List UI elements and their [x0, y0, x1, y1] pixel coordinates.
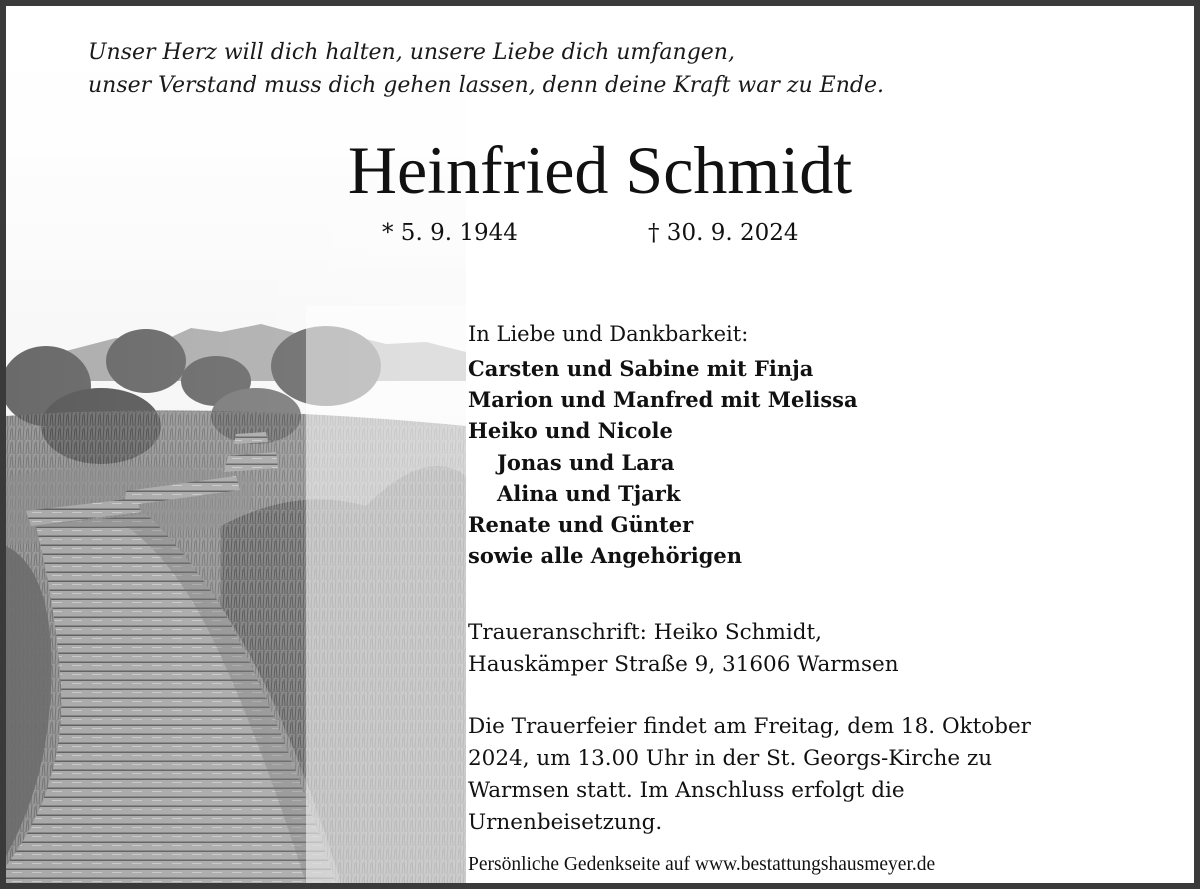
memorial-page-link[interactable]: Persönliche Gedenkseite auf www.bestattungshausmeyer.de	[468, 854, 936, 875]
memorial-poem	[88, 36, 884, 102]
service-line-4: Urnenbeisetzung.	[468, 810, 663, 835]
mourner-entry: Alina und Tjark	[497, 480, 681, 506]
mourners-list	[468, 353, 858, 571]
mourner-entry: Carsten und Sabine mit Finja	[468, 356, 814, 381]
mourners-intro: In Liebe und Dankbarkeit:	[468, 322, 749, 346]
service-line-2: 2024, um 13.00 Uhr in der St. Georgs-Kirche zu	[468, 746, 993, 771]
service-line-3: Warmsen statt. Im Anschluss erfolgt die	[468, 778, 905, 803]
funeral-service-info	[468, 711, 1168, 839]
mourning-address	[468, 617, 899, 681]
address-line-1: Traueranschrift: Heiko Schmidt,	[468, 620, 822, 645]
deceased-name: Heinfried Schmidt	[347, 132, 853, 208]
birth-date: * 5. 9. 1944	[382, 220, 518, 246]
mourner-entry: Jonas und Lara	[497, 449, 675, 475]
notice-text	[6, 6, 1194, 883]
poem-line-2: unser Verstand muss dich gehen lassen, denn deine Kraft war zu Ende.	[88, 73, 884, 98]
mourner-entry: Renate und Günter	[468, 512, 694, 538]
death-date: † 30. 9. 2024	[648, 220, 799, 246]
service-line-1: Die Trauerfeier findet am Freitag, dem 18. Oktober	[468, 714, 1031, 739]
poem-line-1: Unser Herz will dich halten, unsere Liebe dich umfangen,	[88, 40, 735, 65]
address-line-2: Hauskämper Straße 9, 31606 Warmsen	[468, 652, 899, 677]
mourner-entry: Heiko und Nicole	[468, 418, 673, 444]
mourner-entry: Marion und Manfred mit Melissa	[468, 387, 858, 413]
obituary-notice	[6, 6, 1194, 883]
mourner-entry: sowie alle Angehörigen	[468, 543, 743, 569]
mourners-block	[468, 319, 858, 571]
